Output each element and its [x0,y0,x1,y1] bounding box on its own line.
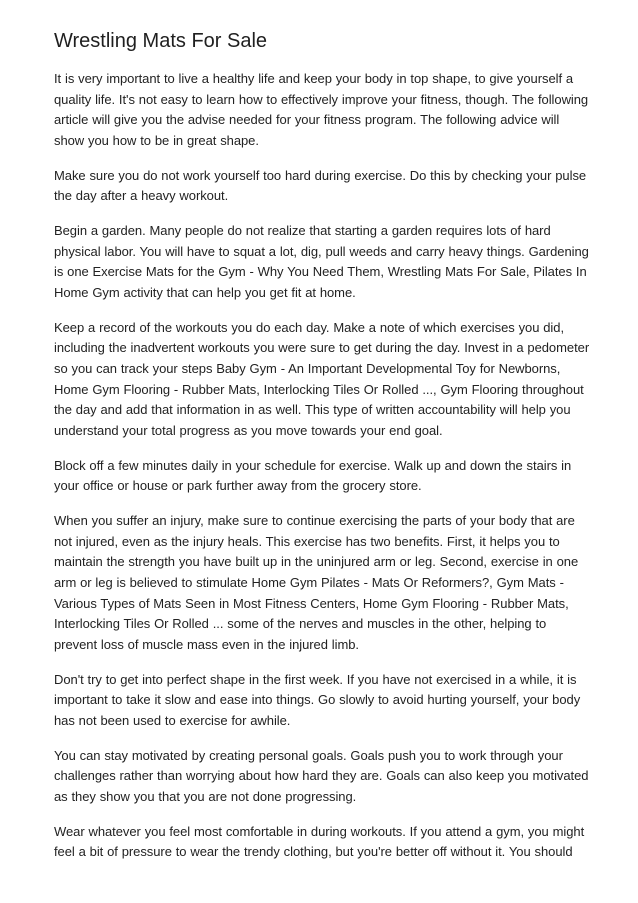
document-title: Wrestling Mats For Sale [54,30,268,52]
document-page [54,28,590,877]
paragraph: You can stay motivated by creating personal goals. Goals push you to work through your challenges rather than worrying about how hard they are. Goals can also keep you motivated as they show you that you are not done progressing. [54,747,589,804]
paragraph: Begin a garden. Many people do not realize that starting a garden requires lots of hard physical labor. You will have to squat a lot, dig, pull weeds and carry heavy things. Gardening is one Exercise Mats for the Gym - Why You Need Them, Wrestling Mats For Sale, Pilates In Home Gym activity that can help you get fit at home. [54,223,589,300]
paragraph: Block off a few minutes daily in your schedule for exercise. Walk up and down the stairs in your office or house or park further away from the grocery store. [54,457,572,494]
paragraph: Wear whatever you feel most comfortable in during workouts. If you attend a gym, you might feel a bit of pressure to wear the trendy clothing, but you're better off without it. You should [54,823,585,860]
paragraph: Don't try to get into perfect shape in the first week. If you have not exercised in a while, it is important to take it slow and ease into things. Go slowly to avoid hurting yourself, your body has not been used to exercise for awhile. [54,671,581,728]
paragraph: It is very important to live a healthy life and keep your body in top shape, to give yourself a quality life. It's not easy to learn how to effectively improve your fitness, though. The following article will give you the advise needed for your fitness program. The following advice will show you how to be in great shape. [54,71,589,148]
paragraph: Keep a record of the workouts you do each day. Make a note of which exercises you did, including the inadvertent workouts you were sure to get during the day. Invest in a pedometer so you can track your steps Baby Gym - An Important Developmental Toy for Newborns, Home Gym Flooring - Rubber Mats, Interlocking Tiles Or Rolled ..., Gym Flooring throughout the day and add that information in as well. This type of written accountability will help you understand your total progress as you move towards your end goal. [54,319,590,438]
paragraph: When you suffer an injury, make sure to continue exercising the parts of your body that are not injured, even as the injury heals. This exercise has two benefits. First, it helps you to maintain the strength you have built up in the uninjured arm or leg. Second, exercise in one arm or leg is believed to stimulate Home Gym Pilates - Mats Or Reformers?, Gym Mats - Various Types of Mats Seen in Most Fitness Centers, Home Gym Flooring - Rubber Mats, Interlocking Tiles Or Rolled ... some of the nerves and muscles in the other, helping to prevent loss of muscle mass even in the injured limb. [54,513,579,652]
paragraph: Make sure you do not work yourself too hard during exercise. Do this by checking your pulse the day after a heavy workout. [54,167,587,204]
